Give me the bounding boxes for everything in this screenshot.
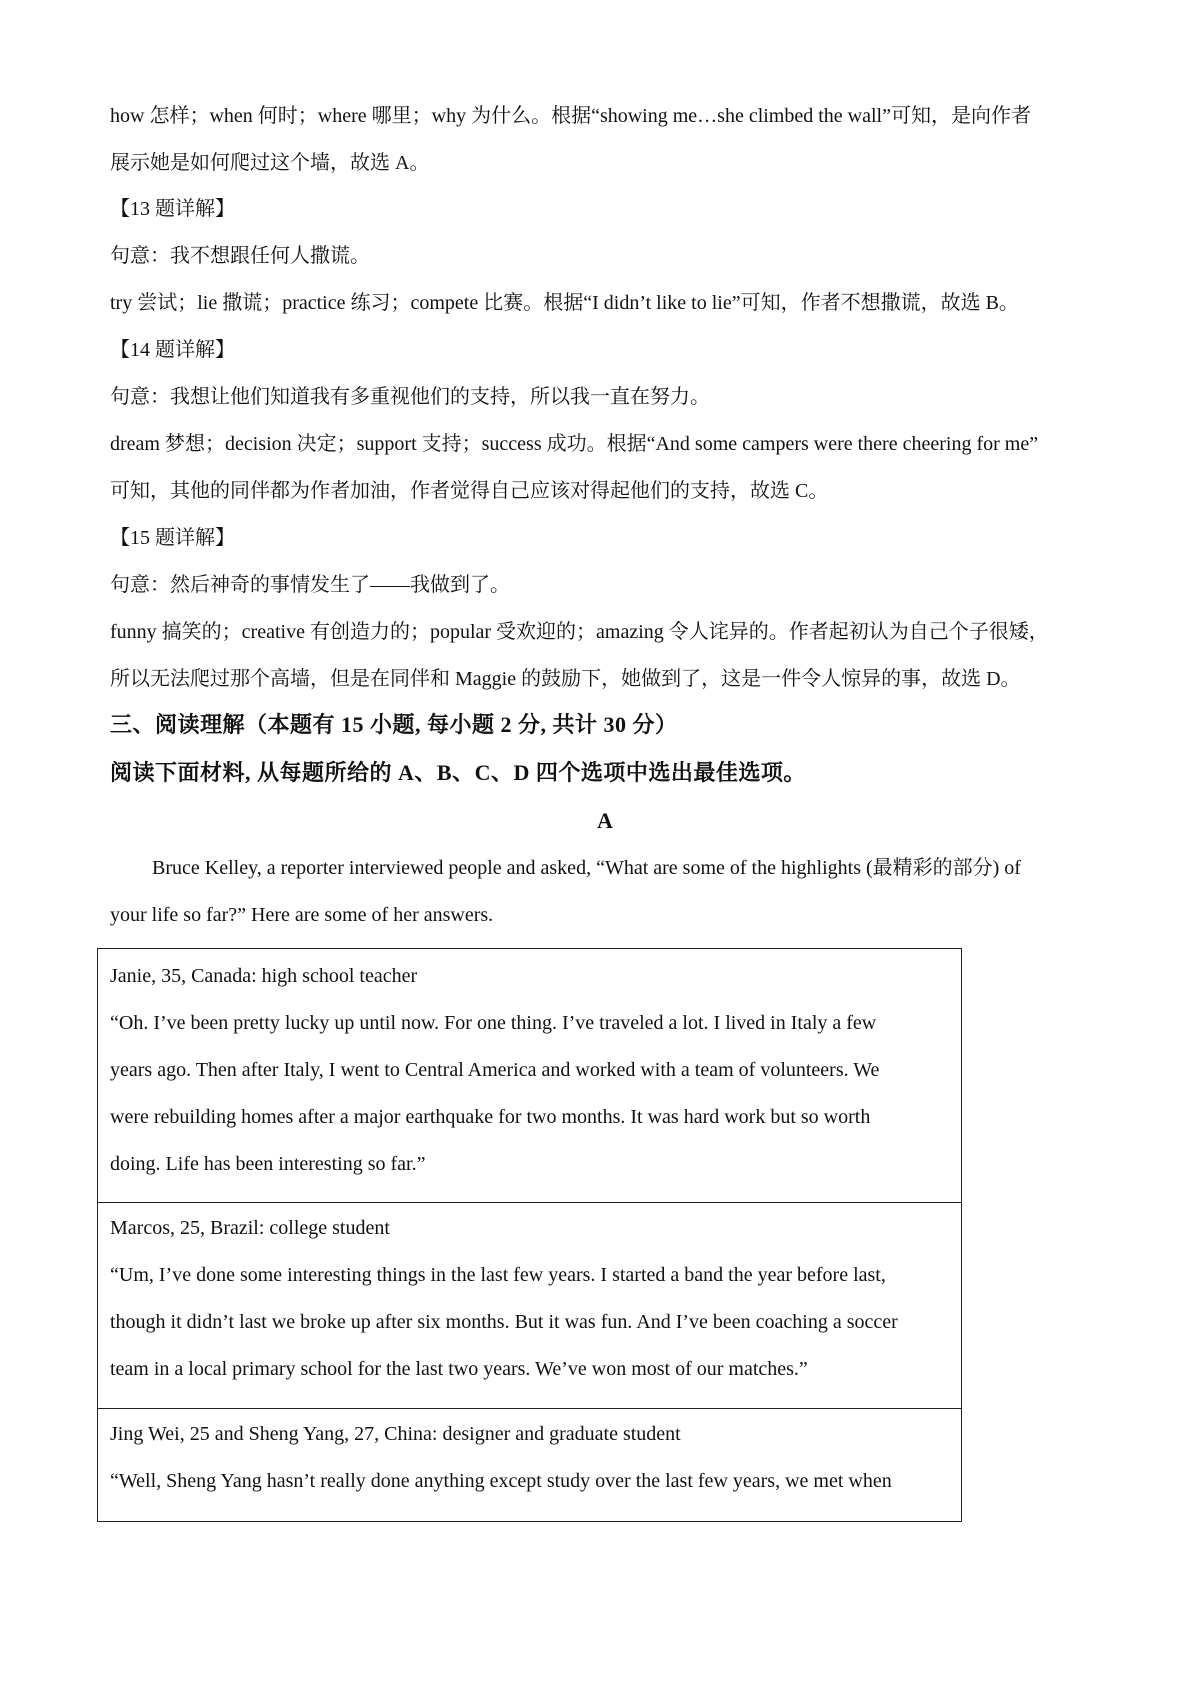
entry-text: team in a local primary school for the last two years. We’ve won most of our matches.” [110, 1358, 808, 1380]
section-title: 三、阅读理解（本题有 15 小题, 每小题 2 分, 共计 30 分） [110, 712, 678, 737]
text-line: 可知，其他的同伴都为作者加油，作者觉得自己应该对得起他们的支持，故选 C。 [110, 480, 829, 502]
entry-text: “Um, I’ve done some interesting things in the last few years. I started a band the year before last, [110, 1264, 886, 1286]
question-heading: 【14 题详解】 [110, 339, 235, 361]
text-line: 展示她是如何爬过这个墙，故选 A。 [110, 152, 430, 174]
text-line: 所以无法爬过那个高墙，但是在同伴和 Maggie 的鼓励下，她做到了，这是一件令人惊异的事，故选 D。 [110, 668, 1021, 690]
entry-heading: Janie, 35, Canada: high school teacher [110, 965, 418, 987]
text-line: dream 梦想；decision 决定；support 支持；success 成功。根据“And some campers were there cheering for me” [110, 433, 1039, 455]
text-line: try 尝试；lie 撒谎；practice 练习；compete 比赛。根据“I didn’t like to lie”可知，作者不想撒谎，故选 B。 [110, 292, 1019, 314]
text-line: 句意：我不想跟任何人撒谎。 [110, 245, 370, 267]
entry-heading: Jing Wei, 25 and Sheng Yang, 27, China: designer and graduate student [110, 1423, 681, 1445]
table-row [98, 949, 961, 1202]
table-row [98, 1408, 961, 1520]
text-line: how 怎样；when 何时；where 哪里；why 为什么。根据“showing me…she climbed the wall”可知，是向作者 [110, 105, 1031, 127]
passage-label: A [597, 808, 613, 833]
entry-heading: Marcos, 25, Brazil: college student [110, 1217, 390, 1239]
intro-line: your life so far?” Here are some of her answers. [110, 904, 494, 926]
question-heading: 【15 题详解】 [110, 527, 235, 549]
question-heading: 【13 题详解】 [110, 198, 235, 220]
table-row [98, 1202, 961, 1408]
entry-text: years ago. Then after Italy, I went to Central America and worked with a team of volunteers. We [110, 1059, 880, 1081]
intro-line: Bruce Kelley, a reporter interviewed people and asked, “What are some of the highlights (最精彩的部分) of [152, 857, 1021, 879]
entry-text: doing. Life has been interesting so far.” [110, 1153, 426, 1175]
entry-text: though it didn’t last we broke up after six months. But it was fun. And I’ve been coaching a soccer [110, 1311, 898, 1333]
text-line: funny 搞笑的；creative 有创造力的；popular 受欢迎的；amazing 令人诧异的。作者起初认为自己个子很矮， [110, 621, 1049, 643]
section-instruction: 阅读下面材料, 从每题所给的 A、B、C、D 四个选项中选出最佳选项。 [110, 760, 806, 785]
text-line: 句意：我想让他们知道我有多重视他们的支持，所以我一直在努力。 [110, 386, 710, 408]
answers-table [97, 948, 962, 1522]
entry-text: “Well, Sheng Yang hasn’t really done anything except study over the last few years, we met when [110, 1470, 892, 1492]
entry-text: were rebuilding homes after a major earthquake for two months. It was hard work but so worth [110, 1106, 871, 1128]
text-line: 句意：然后神奇的事情发生了——我做到了。 [110, 574, 510, 596]
entry-text: “Oh. I’ve been pretty lucky up until now. For one thing. I’ve traveled a lot. I lived in Italy a few [110, 1012, 877, 1034]
